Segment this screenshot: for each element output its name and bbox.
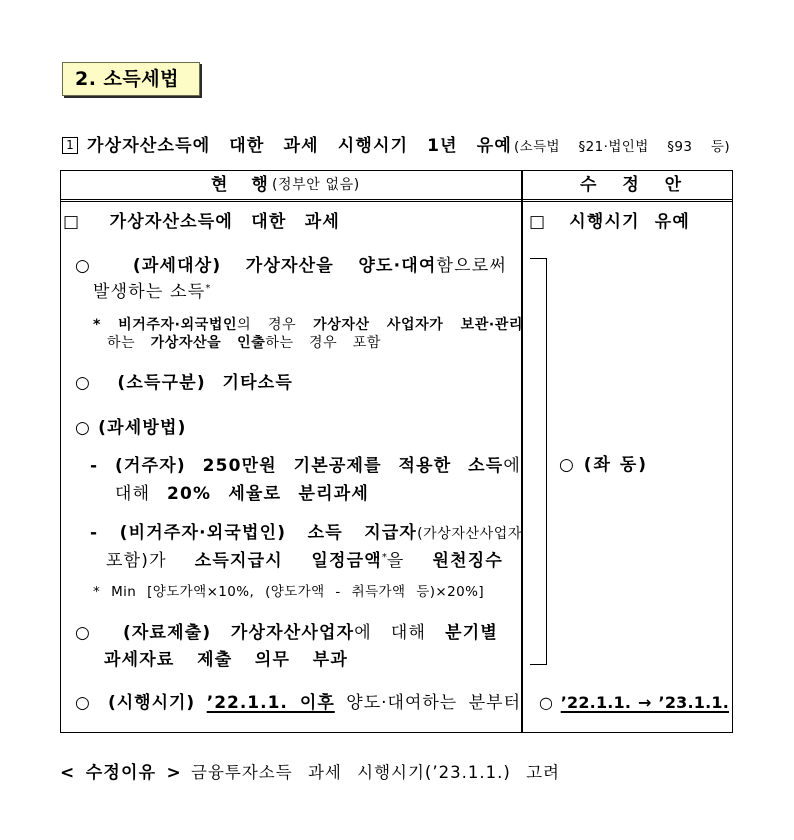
item-reference: (소득법 §21·법인법 §93 등) [514, 139, 730, 155]
withholding-footnote: * Min [양도가액×10%, (양도가액 - 취득가액 등)×20%] [93, 584, 484, 600]
header-revised: 수 정 안 [580, 175, 692, 195]
reason-text: 금융투자소득 과세 시행시기(’23.1.1.) 고려 [191, 763, 560, 782]
resident-line2 [115, 482, 369, 506]
taxable-object-line2-text: 발생하는 소득 [93, 282, 206, 302]
header-current-note: (정부안 없음) [272, 177, 360, 193]
taxable-object-line1 [75, 254, 507, 278]
nonresident-withholding: 원천징수 [432, 551, 503, 571]
resident-tax-rate: 20% 세율로 분리과세 [166, 484, 369, 504]
effective-date-value: ’22.1.1. 이후 [206, 693, 335, 713]
nonresident-payer-note: (가상자산사업자 [417, 526, 522, 542]
data-submission-line2: 과세자료 제출 의무 부과 [104, 650, 348, 670]
nonresident-label: - (비거주자·외국법인) 소득 지급자 [90, 523, 418, 543]
taxable-note-lead: 하는 [107, 335, 136, 351]
income-class: ○ (소득구분) 기타소득 [75, 373, 293, 393]
nonresident-line2-lead: 포함)가 [106, 551, 167, 571]
resident-rest: 에 [503, 456, 521, 476]
effective-date-current [75, 691, 521, 715]
taxable-note-connector: 의 경우 [237, 317, 297, 333]
resident-line2-lead: 대해 [115, 484, 151, 504]
revised-heading: □ 시행시기 유예 [529, 212, 690, 232]
nonresident-particle: 을 [386, 551, 405, 571]
item-number-box: 1 [62, 137, 78, 154]
taxable-object-line2 [93, 280, 210, 304]
section-title: 2. 소득세법 [75, 68, 179, 90]
table-header-rule [60, 199, 733, 202]
nonresident-line1 [90, 521, 522, 545]
revised-effective-date [539, 691, 729, 715]
taxable-object-rest: 함으로써 [436, 256, 507, 276]
footnote-mark: * [381, 552, 387, 563]
same-as-bracket [530, 258, 547, 665]
data-submission-label: ○ (자료제출) 가상자산사업자 [75, 623, 355, 643]
reason-label: < 수정이유 > [60, 763, 182, 783]
header-current: 현 행 [211, 175, 277, 195]
taxable-note-line2 [107, 333, 381, 353]
taxable-note-subject: * 비거주자·외국법인 [93, 317, 238, 333]
taxable-note-withdrawal: 가상자산을 인출 [150, 335, 266, 351]
item-title: 가상자산소득에 대한 과세 시행시기 1년 유예 [87, 136, 512, 156]
nonresident-line2 [106, 549, 503, 573]
taxable-note-rest: 하는 경우 포함 [265, 335, 381, 351]
effective-date-rest: 양도·대여하는 분부터 [346, 693, 522, 713]
current-heading: □ 가상자산소득에 대한 과세 [63, 212, 340, 232]
effective-date-label: ○ (시행시기) [75, 693, 196, 713]
nonresident-amount: 소득지급시 일정금액 [194, 551, 382, 571]
tax-method-heading: ○ (과세방법) [75, 418, 187, 438]
revised-effective-bullet: ○ [539, 693, 555, 712]
taxable-note-condition: 가상자산 사업자가 보관·관리 [313, 317, 523, 333]
footnote-mark: * [205, 283, 211, 294]
revised-effective-change: ’22.1.1. → ’23.1.1. [560, 693, 729, 712]
section-heading-box [62, 62, 200, 96]
taxable-note-line1 [93, 315, 523, 335]
data-submission-line1 [75, 621, 498, 645]
resident-line1 [90, 454, 521, 478]
taxable-object-label: ○ (과세대상) 가상자산을 양도·대여 [75, 256, 437, 276]
revised-same-as-current: ○ (좌 동) [559, 455, 649, 475]
data-submission-connector: 에 대해 [354, 623, 427, 643]
table-column-rule [521, 170, 523, 733]
data-submission-frequency: 분기별 [445, 623, 498, 643]
resident-label: - (거주자) 250만원 기본공제를 적용한 소득 [90, 456, 504, 476]
